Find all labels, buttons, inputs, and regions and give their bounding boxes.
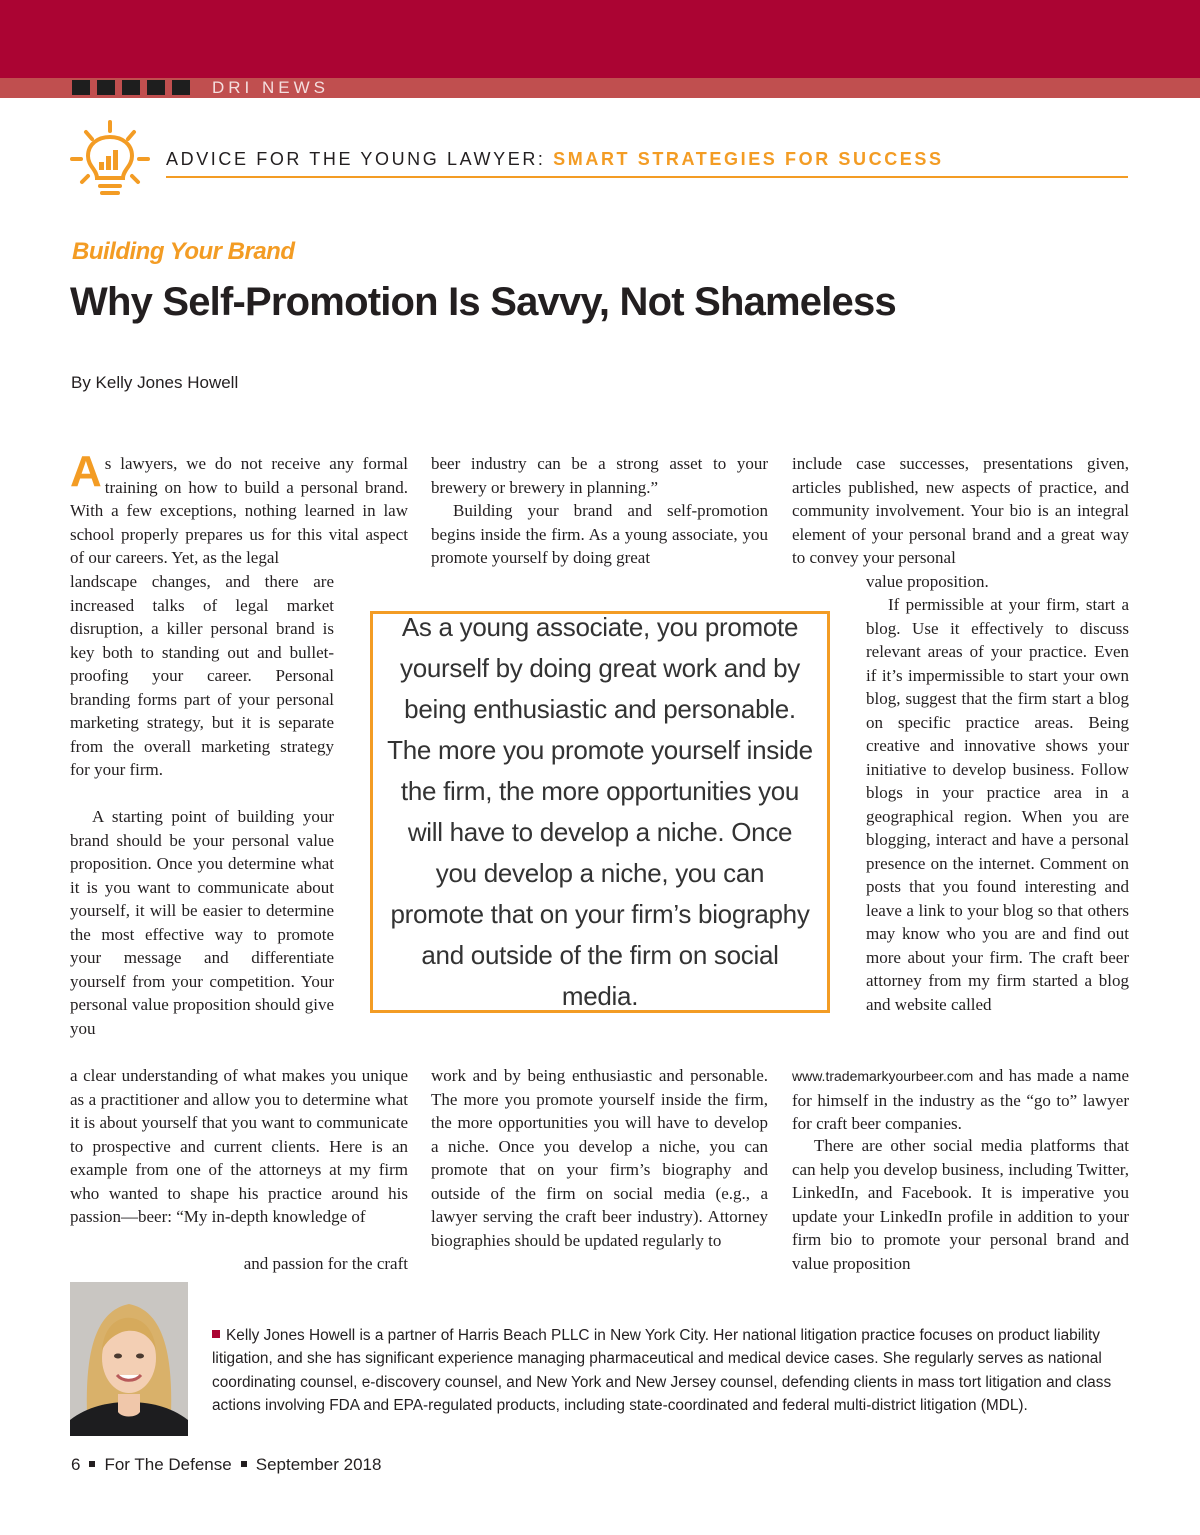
page-footer [71, 1455, 381, 1475]
author-bio: Kelly Jones Howell is a partner of Harris Beach PLLC in New York City. Her national litigation practice focuses on product liability litigation, and she has significant experience managing pharmaceutical and medical device cases. She regularly serves as national coordinating counsel, e-discovery counsel, and New York and New Jersey counsel, defending clients in mass tort litigation and class actions involving FDA and EPA-regulated products, including state-coordinated and federal multi-district litigation (MDL). [212, 1327, 1112, 1414]
col3-paragraph-third: There are other social media platforms that can help you develop business, including Twitter, LinkedIn, and Facebook. It is imperative you update your LinkedIn profile in addition to your firm bio to promote your personal brand and value proposition [792, 1136, 1129, 1273]
col1-paragraph-bottom: a clear understanding of what makes you unique as a practitioner and allow you to determine what it is about yourself that you want to communicate to prospective and current clients. Here is an example from one of the attorneys at my firm who wanted to shape his practice around his passion—beer: “My in-depth knowledge of [70, 1066, 408, 1226]
drop-cap: A [70, 447, 102, 496]
issue-date: September 2018 [255, 1455, 382, 1474]
col1-paragraph-tail: and passion for the craft [243, 1254, 408, 1273]
col2-paragraph-top: beer industry can be a strong asset to your brewery or brewery in planning.” [431, 454, 768, 497]
article-byline: By Kelly Jones Howell [71, 373, 239, 392]
article-title: Why Self-Promotion Is Savvy, Not Shameless [70, 280, 896, 324]
author-photo [70, 1282, 188, 1436]
col1-paragraph-top: As lawyers, we do not receive any formal training on how to build a personal brand. With a few exceptions, nothing learned in law school properly prepares us for this vital aspect of our careers. Yet, as the legal [70, 447, 408, 567]
column-title: ADVICE FOR THE YOUNG LAWYER: [166, 149, 546, 169]
publication-name: For The Defense [104, 1455, 232, 1474]
lightbulb-chart-icon [70, 120, 150, 202]
col2-paragraph-second: Building your brand and self-promotion begins inside the firm. As a young associate, you promote yourself by doing great [431, 501, 768, 567]
col1-paragraph-second: A starting point of building your brand should be your personal value proposition. Once you determine what it is you want to communicate about yourself, it will be easier to determine the most effective way to promote your message and differentiate yourself from your competition. Your personal value proposition should give you [70, 807, 334, 1038]
pull-quote-text: As a young associate, you promote yourself by doing great work and by being enthusiastic and personable. The more you promote yourself inside the firm, the more opportunities you will have to develop a niche. Once you develop a niche, you can promote that on your firm’s biography and outside of the firm on social media. [387, 612, 813, 1011]
heading-rule [166, 176, 1128, 178]
article-kicker: Building Your Brand [72, 238, 295, 265]
page-number: 6 [71, 1455, 81, 1474]
col1-paragraph-middle: landscape changes, and there are increased talks of legal market disruption, a killer personal brand is key both to standing out and bullet-proofing your career. Personal branding forms part of your personal marketing strategy, but it is separate from the overall marketing strategy for your firm. [70, 572, 334, 779]
footer-separator [241, 1461, 247, 1467]
pull-quote [370, 611, 830, 1013]
footer-separator [89, 1461, 95, 1467]
col3-paragraph-second: If permissible at your firm, start a blog. Use it effectively to discuss relevant areas of your practice. Even if it’s impermissible to start your own blog, suggest that the firm start a blog on specific practice areas. Being creative and innovative shows your initiative to develop business. Follow blogs in your practice area in a geographical region. When you are blogging, interact and have a personal presence on the internet. Comment on posts that you found interesting and leave a link to your blog so that others may know who you are and find out more about your firm. The craft beer attorney from my firm started a blog and website called [866, 595, 1129, 1014]
top-color-band [0, 0, 1200, 78]
section-squares [72, 80, 190, 95]
bio-marker [212, 1330, 220, 1338]
col2-paragraph-bottom: work and by being enthusiastic and personable. The more you promote yourself inside the firm, the more opportunities you will have to develop a niche. Once you develop a niche, you can promote that on your firm’s biography and outside of the firm on social media (e.g., a lawyer serving the craft beer industry). Attorney biographies should be updated regularly to [431, 1066, 768, 1250]
column-subtitle: SMART STRATEGIES FOR SUCCESS [553, 149, 944, 169]
column-heading [166, 149, 944, 170]
section-label: DRI NEWS [212, 78, 329, 97]
col3-paragraph-bottom: www.trademarkyourbeer.com and has made a name for himself in the industry as the “go to” lawyer for craft beer companies. [792, 1066, 1129, 1133]
col3-paragraph-tail: value proposition. [866, 572, 989, 591]
blog-url: www.trademarkyourbeer.com [792, 1068, 974, 1084]
col3-paragraph-top: include case successes, presentations given, articles published, new aspects of practice, and community involvement. Your bio is an integral element of your personal brand and a great way to convey your personal [792, 454, 1129, 567]
